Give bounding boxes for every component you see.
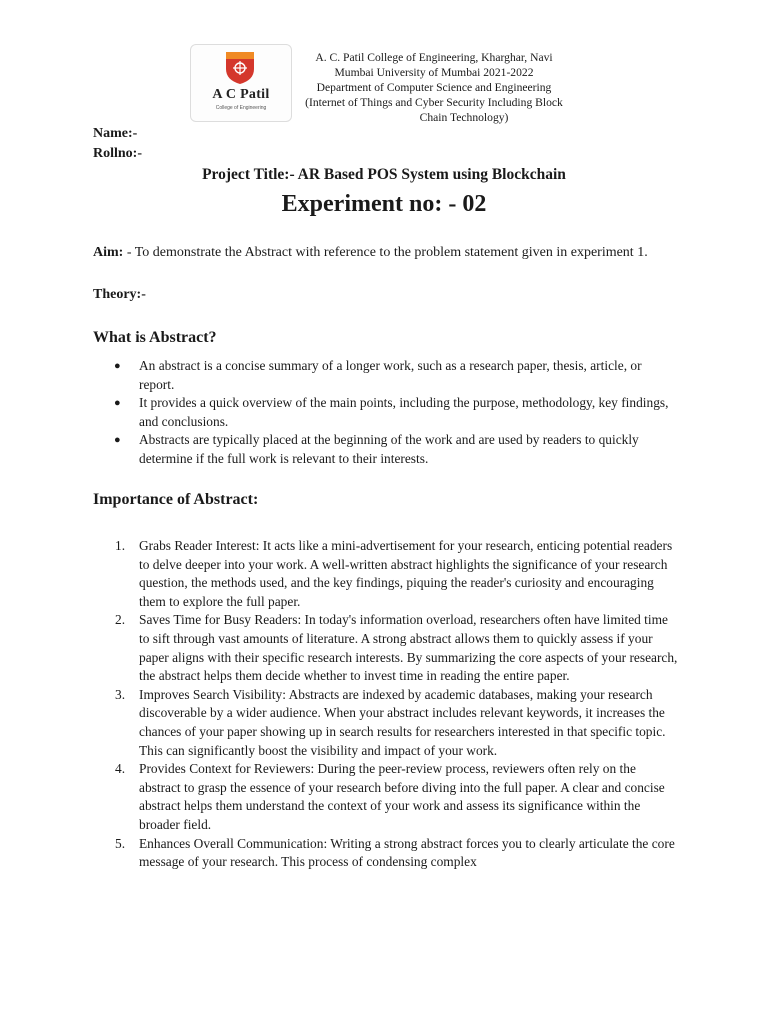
aim-text: - To demonstrate the Abstract with reference to the problem statement given in experiment 1. — [123, 245, 648, 260]
bullet-icon: ● — [114, 360, 121, 372]
list-item — [112, 611, 678, 685]
abstract-bullet-list — [112, 357, 678, 469]
list-item-text: Grabs Reader Interest: It acts like a mini-advertisement for your research, enticing potential readers to delve deeper into your work. A well-written abstract highlights the significance of your research question, the methods used, and the key findings, piquing the reader's curiosity and encouraging them to explore the full paper. — [139, 538, 673, 609]
college-header — [190, 44, 570, 124]
college-logo — [190, 44, 292, 122]
logo-text: A C Patil — [212, 87, 270, 102]
list-item — [112, 835, 678, 872]
list-item-text: Provides Context for Reviewers: During the peer-review process, reviewers often rely on the abstract to grasp the essence of your research before diving into the full paper. A clear and concise abstract helps them understand the context of your work and assess its significance within the broader field. — [139, 761, 665, 832]
list-item-text: Saves Time for Busy Readers: In today's information overload, researchers often have limited time to sift through vast amounts of literature. A strong abstract allows them to quickly assess if your paper aligns with their specific research interests. By summarizing the core aspects of your research, the abstract helps them decide whether to invest time in reading the entire paper. — [139, 612, 678, 684]
institution-line: Mumbai University of Mumbai 2021-2022 — [334, 66, 534, 79]
college-shield-icon — [225, 51, 255, 85]
institution-line: (Internet of Things and Cyber Security Including Block — [305, 96, 563, 109]
list-item — [112, 537, 678, 611]
rollno-label: Rollno:- — [93, 146, 142, 161]
item-number: 2. — [115, 612, 126, 628]
logo-subtext: College of Engineering — [215, 105, 267, 111]
item-number: 1. — [115, 538, 126, 553]
experiment-title: Experiment no: - 02 — [281, 191, 487, 217]
list-item — [112, 760, 678, 834]
importance-heading: Importance of Abstract: — [93, 491, 259, 508]
name-label: Name:- — [93, 126, 138, 141]
importance-numbered-list — [112, 537, 678, 872]
theory-label: Theory:- — [93, 287, 146, 302]
list-item-text: Improves Search Visibility: Abstracts are indexed by academic databases, making your research discoverable by a wider audience. When your abstract includes relevant keywords, it increases the chances of your paper showing up in search results for researchers interested in that specific topic. This can significantly boost the visibility and impact of your work. — [139, 686, 666, 758]
aim-paragraph — [93, 243, 683, 262]
list-item — [112, 394, 678, 431]
institution-line: Chain Technology) — [419, 111, 509, 124]
institution-line: A. C. Patil College of Engineering, Kharghar, Navi — [315, 51, 553, 64]
institution-line: Department of Computer Science and Engineering — [316, 81, 552, 94]
aim-label: Aim: — [93, 245, 124, 260]
list-item-text: It provides a quick overview of the main points, including the purpose, methodology, key findings, and conclusions. — [139, 395, 669, 429]
list-item — [112, 686, 678, 760]
institution-details — [298, 50, 570, 125]
project-title: Project Title:- AR Based POS System using Blockchain — [202, 166, 566, 183]
item-number: 4. — [115, 761, 126, 777]
what-is-abstract-heading: What is Abstract? — [93, 329, 217, 346]
list-item-text: An abstract is a concise summary of a longer work, such as a research paper, thesis, article, or report. — [139, 358, 642, 392]
bullet-icon: ● — [114, 397, 121, 410]
list-item — [112, 431, 678, 468]
list-item — [112, 357, 678, 394]
list-item-text: Abstracts are typically placed at the beginning of the work and are used by readers to quickly determine if the full work is relevant to their interests. — [139, 432, 639, 466]
item-number: 3. — [115, 686, 126, 702]
list-item-text: Enhances Overall Communication: Writing a strong abstract forces you to clearly articulate the core message of your research. This process of condensing complex — [139, 835, 675, 870]
item-number: 5. — [115, 835, 126, 851]
bullet-icon: ● — [114, 434, 121, 447]
